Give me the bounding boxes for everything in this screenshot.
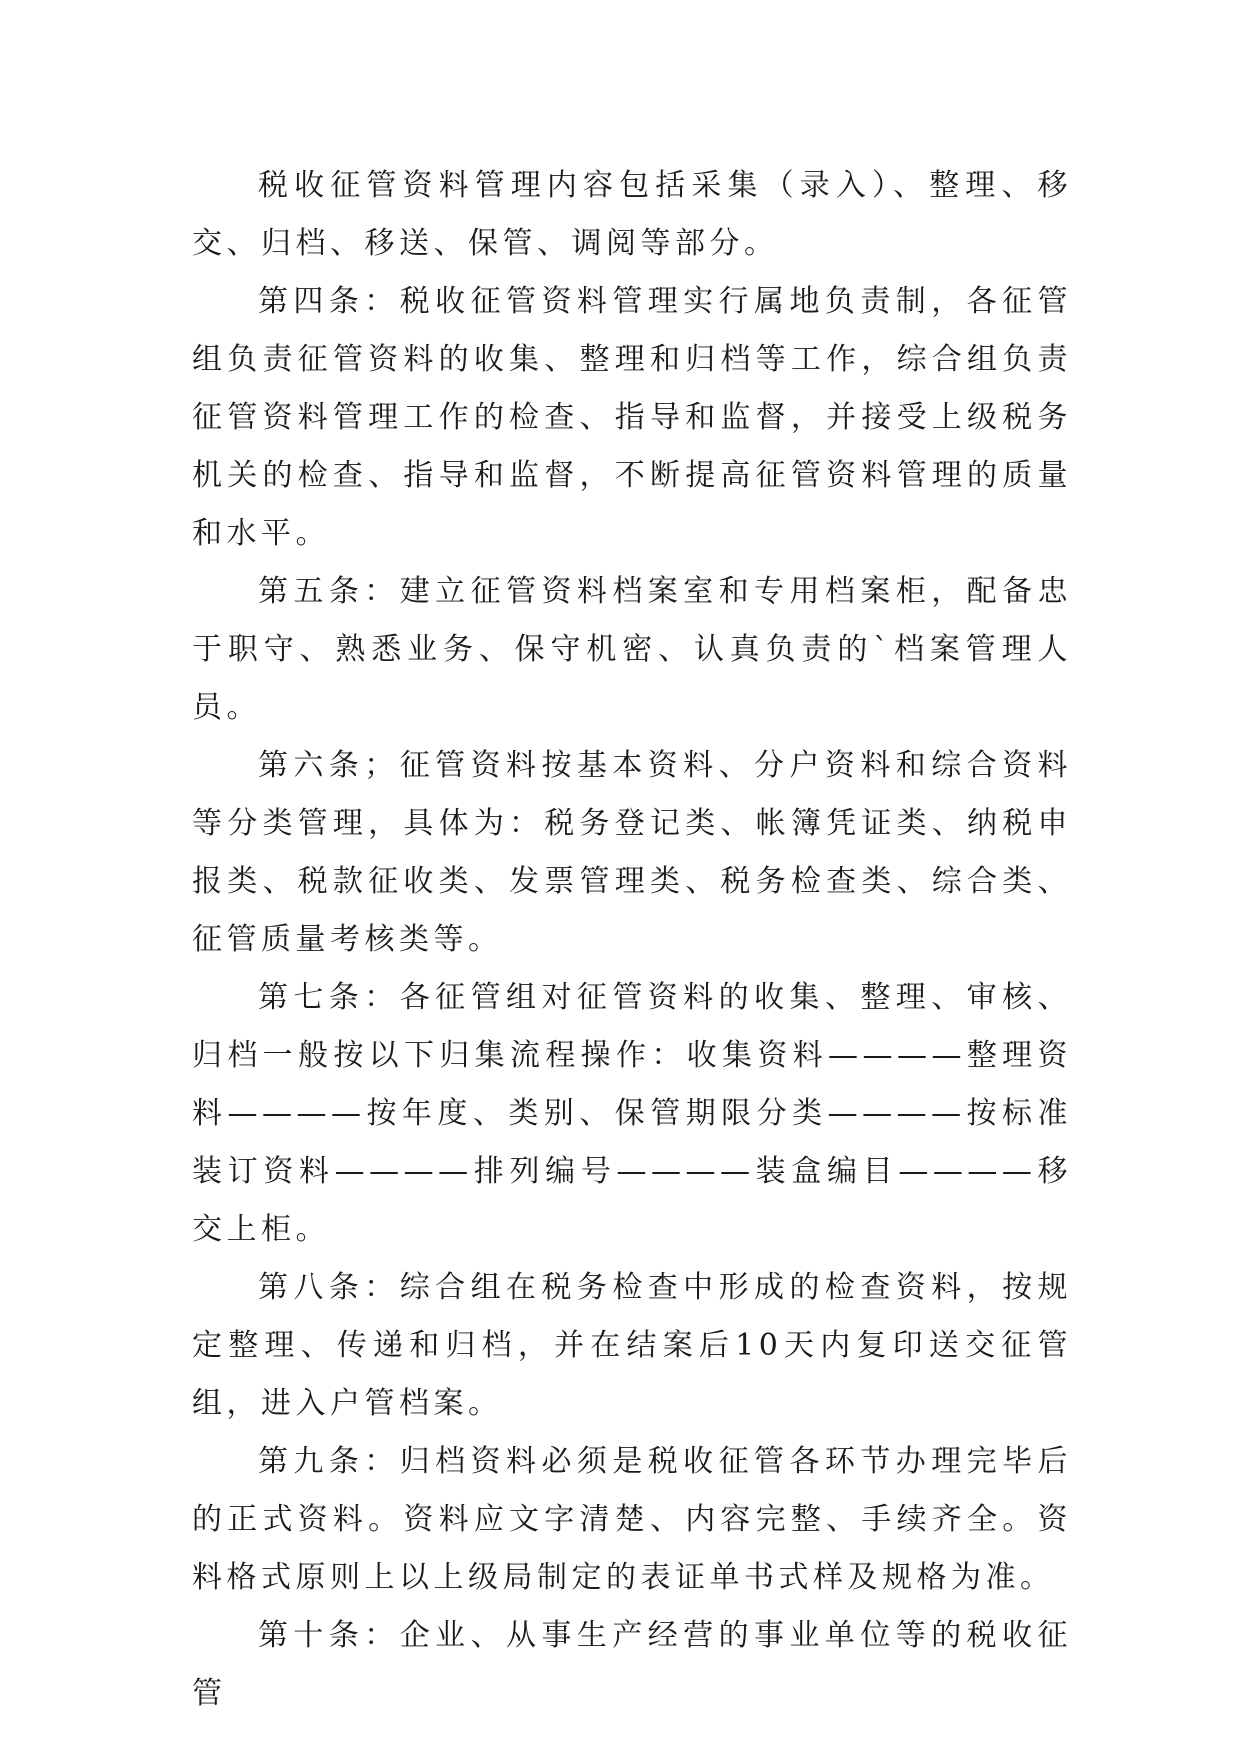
paragraph-article-9: 第九条：归档资料必须是税收征管各环节办理完毕后的正式资料。资料应文字清楚、内容完整、手续齐全。资料格式原则上以上级局制定的表证单书式样及规格为准。 [192, 1444, 1072, 1595]
paragraph-article-8: 第八条：综合组在税务检查中形成的检查资料，按规定整理、传递和归档，并在结案后10天内复印送交征管组，进入户管档案。 [192, 1270, 1072, 1421]
paragraph-article-5: 第五条：建立征管资料档案室和专用档案柜，配备忠于职守、熟悉业务、保守机密、认真负责的`档案管理人员。 [192, 574, 1072, 725]
paragraph-scope: 税收征管资料管理内容包括采集（录入）、整理、移交、归档、移送、保管、调阅等部分。 [192, 168, 1072, 261]
paragraph-article-10: 第十条：企业、从事生产经营的事业单位等的税收征管 [192, 1618, 1072, 1711]
paragraph-article-6: 第六条；征管资料按基本资料、分户资料和综合资料等分类管理，具体为：税务登记类、帐簿凭证类、纳税申报类、税款征收类、发票管理类、税务检查类、综合类、征管质量考核类等。 [192, 748, 1072, 957]
paragraph-article-4: 第四条：税收征管资料管理实行属地负责制，各征管组负责征管资料的收集、整理和归档等工作，综合组负责征管资料管理工作的检查、指导和监督，并接受上级税务机关的检查、指导和监督，不断提高征管资料管理的质量和水平。 [192, 284, 1072, 551]
document-body [192, 157, 1072, 1723]
paragraph-article-7: 第七条：各征管组对征管资料的收集、整理、审核、归档一般按以下归集流程操作：收集资料————整理资料————按年度、类别、保管期限分类————按标准装订资料————排列编号————装盒编目————移交上柜。 [192, 980, 1072, 1247]
